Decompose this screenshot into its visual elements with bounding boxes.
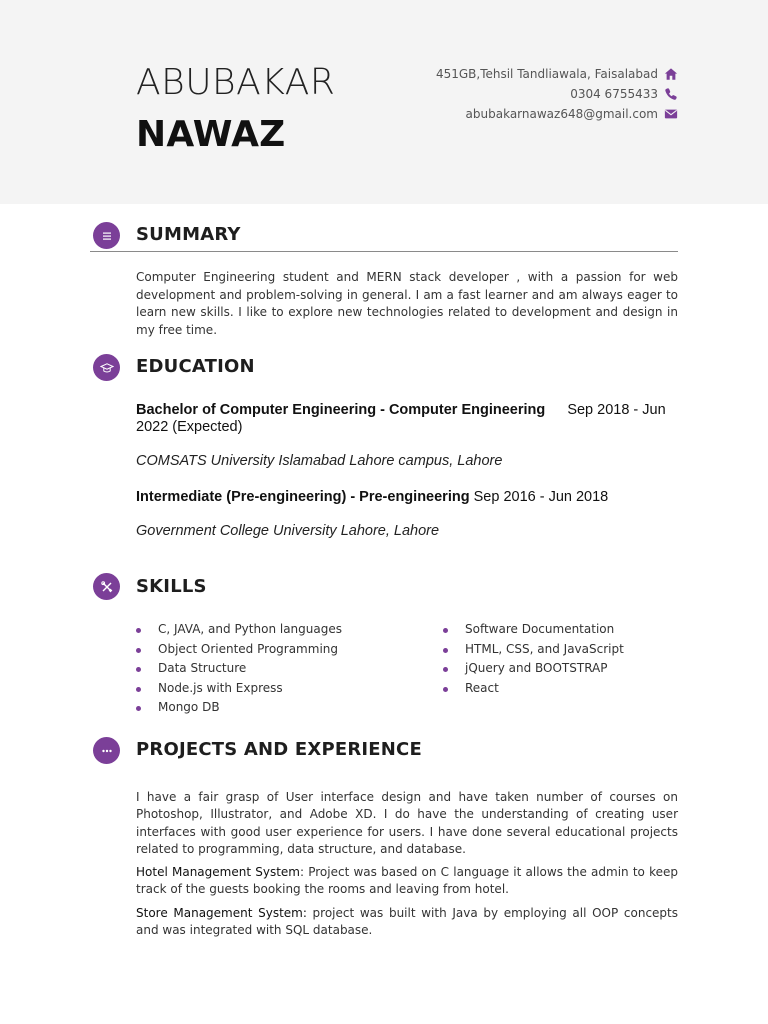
- phone-text[interactable]: 0304 6755433: [570, 87, 658, 101]
- contact-address: [436, 64, 678, 84]
- bullet-icon: [136, 648, 141, 653]
- education-entry-1-school: COMSATS University Islamabad Lahore campus, Lahore: [136, 453, 503, 469]
- bullet-icon: [443, 648, 448, 653]
- list-icon: [93, 222, 120, 249]
- skill-item: jQuery and BOOTSTRAP: [443, 659, 678, 679]
- projects-heading: PROJECTS AND EXPERIENCE: [136, 739, 422, 760]
- resume-header: [0, 0, 768, 204]
- bullet-icon: [136, 706, 141, 711]
- summary-text: Computer Engineering student and MERN stack developer , with a passion for web development and problem-solving in general. I am a fast learner and am always eager to learn new skills. I like to explore new technologies related to development and design in my free time.: [136, 270, 678, 337]
- section-divider: [90, 251, 678, 252]
- education-entry-2-school: Government College University Lahore, Lahore: [136, 523, 440, 539]
- contact-block: [436, 64, 678, 124]
- home-icon: [664, 67, 678, 81]
- project-description: : Project was based on C language it allows the admin to keep track of the guests booking the rooms and leaving from hotel.: [136, 865, 678, 897]
- skill-item: C, JAVA, and Python languages: [136, 620, 426, 640]
- skills-heading: SKILLS: [136, 576, 207, 597]
- projects-intro: I have a fair grasp of User interface design and have taken number of courses on Photoshop, Illustrator, and Adobe XD. I do have the understanding of creating user interfaces with good user experience for users. I have done several educational projects related to programming, data structure, and database.: [136, 790, 678, 856]
- skill-item: React: [443, 679, 678, 699]
- skills-list-left: [136, 620, 426, 718]
- contact-email: [436, 104, 678, 124]
- degree-dates: Sep 2016 - Jun 2018: [473, 489, 609, 505]
- skill-item: Mongo DB: [136, 698, 426, 718]
- education-heading: EDUCATION: [136, 356, 255, 377]
- summary-heading: SUMMARY: [136, 224, 241, 245]
- bullet-icon: [443, 687, 448, 692]
- tools-icon: [93, 573, 120, 600]
- skills-list-right: [443, 620, 678, 698]
- education-entry-1-degree: [136, 402, 678, 436]
- first-name: ABUBAKAR: [136, 62, 336, 103]
- degree-name: Bachelor of Computer Engineering - Computer Engineering: [136, 402, 546, 418]
- email-text[interactable]: abubakarnawaz648@gmail.com: [465, 107, 658, 121]
- skill-item: Software Documentation: [443, 620, 678, 640]
- degree-name: Intermediate (Pre-engineering) - Pre-engineering: [136, 489, 470, 505]
- education-entry-2-degree: [136, 489, 678, 506]
- graduation-cap-icon: [93, 354, 120, 381]
- last-name: NAWAZ: [136, 114, 286, 155]
- bullet-icon: [443, 628, 448, 633]
- envelope-icon: [664, 107, 678, 121]
- skill-item: HTML, CSS, and JavaScript: [443, 640, 678, 660]
- project-item-hotel: [136, 864, 678, 899]
- address-text: 451GB,Tehsil Tandliawala, Faisalabad: [435, 67, 658, 81]
- bullet-icon: [136, 687, 141, 692]
- skill-item: Object Oriented Programming: [136, 640, 426, 660]
- phone-icon: [664, 87, 678, 101]
- contact-phone: [436, 84, 678, 104]
- skill-item: Data Structure: [136, 659, 426, 679]
- ellipsis-icon: [93, 737, 120, 764]
- degree-dates: Sep 2018 - Jun 2022 (Expected): [136, 402, 666, 435]
- bullet-icon: [443, 667, 448, 672]
- project-item-store: [136, 905, 678, 940]
- project-title: Store Management System:: [136, 906, 307, 920]
- bullet-icon: [136, 667, 141, 672]
- project-description: project was built with Java by employing all OOP concepts and was integrated with SQL database.: [136, 906, 678, 938]
- project-title: Hotel Management System: [136, 865, 300, 879]
- bullet-icon: [136, 628, 141, 633]
- skill-item: Node.js with Express: [136, 679, 426, 699]
